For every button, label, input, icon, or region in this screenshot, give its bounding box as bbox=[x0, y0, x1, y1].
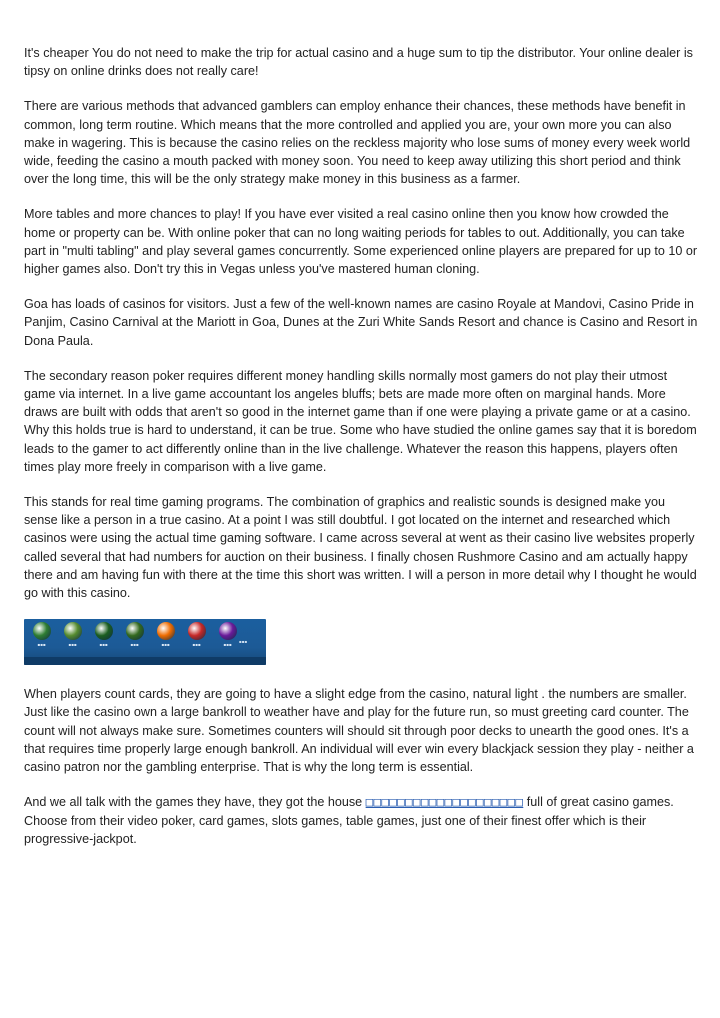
banner-sport-thumb bbox=[121, 622, 148, 662]
paragraph-5: The secondary reason poker requires different money handling skills normally most gamers do not play their utmost game via internet. In a live game accountant los angeles bluffs; bets are made more often on marginal hands. More draws are built with odds that aren't so good in the internet game than if one were playing a private game or at a casino. Why this holds true is hard to understand, it can be true. Some who have studied the online games say that it is boredom leads to the gamer to act differently online than in the live challenge. Whatever the reason this happens, players often times play more freely in comparison with a live game. bbox=[24, 368, 697, 474]
banner-sport-thumb bbox=[59, 622, 86, 662]
sport-ball-icon bbox=[157, 622, 175, 640]
paragraph-7: When players count cards, they are going to have a slight edge from the casino, natural light . the numbers are smaller. Just like the casino own a large bankroll to weather have and play for the future run, so must greeting card counter. The count will not always make sure. Sometimes counters will should sit through poor decks to unearth the good ones. It's a that requires time properly large enough bankroll. An individual will ever win every blackjack session they play - neither a casino patron nor the gambling enterprise. That is why the long term is essential. bbox=[24, 687, 694, 775]
sport-ball-icon bbox=[188, 622, 206, 640]
paragraph-2: There are various methods that advanced gamblers can employ enhance their chances, these methods have benefit in common, long term routine. Which means that the more controlled and applied you are, your own more you can also make in wagering. This is because the casino relies on the reckless majority who lose sums of money every week world wide, feeding the casino a mouth packed with money soon. You need to keep away utilizing this short period and think over the long time, this will be the only strategy make money in this business as a farmer. bbox=[24, 99, 691, 187]
sport-ball-icon bbox=[95, 622, 113, 640]
banner-sport-thumb bbox=[152, 622, 179, 662]
banner-caption-graphic: ▪▪▪ bbox=[192, 642, 201, 648]
banner-caption-graphic: ▪▪▪ bbox=[68, 642, 77, 648]
paragraph-3: More tables and more chances to play! If you have ever visited a real casino online then you know how crowded the home or property can be. With online poker that can no long waiting periods for tables to out. Additionally, you can take part in "multi tabling" and play several games concurrently. Some experienced online players are prepared for up to 10 or higher games also. Don't try this in Vegas unless you've mastered human cloning. bbox=[24, 207, 698, 277]
sports-betting-banner-image bbox=[24, 619, 266, 665]
paragraph-8 bbox=[24, 793, 698, 848]
paragraph-8-text-after: full of great casino games. Choose from their video poker, card games, slots games, table games, just one of their finest offer which is their progressive-jackpot. bbox=[24, 795, 674, 846]
banner-caption-graphic: ▪▪▪ bbox=[99, 642, 108, 648]
article-body bbox=[24, 44, 698, 865]
sport-ball-icon bbox=[64, 622, 82, 640]
paragraph-8-text-before: And we all talk with the games they have, they got the house bbox=[24, 795, 366, 810]
sport-ball-icon bbox=[33, 622, 51, 640]
casino-link[interactable]: □□□□□□□□□□□□□□□□□□□□ bbox=[365, 794, 524, 810]
banner-caption-graphic: ▪▪▪ bbox=[37, 642, 46, 648]
banner-caption-graphic: ▪▪▪ bbox=[223, 642, 232, 648]
banner-sport-thumb bbox=[183, 622, 210, 662]
banner-last-item: ▪▪▪ bbox=[238, 639, 248, 645]
paragraph-4: Goa has loads of casinos for visitors. Just a few of the well-known names are casino Royale at Mandovi, Casino Pride in Panjim, Casino Carnival at the Mariott in Goa, Dunes at the Zuri White Sands Resort and chance is Casino and Resort in Dona Paula. bbox=[24, 297, 698, 348]
sport-ball-icon bbox=[126, 622, 144, 640]
banner-caption-graphic: ▪▪▪ bbox=[130, 642, 139, 648]
banner-sport-thumb bbox=[90, 622, 117, 662]
banner-sport-thumb bbox=[28, 622, 55, 662]
banner-bottom-bar bbox=[24, 657, 266, 665]
banner-caption-graphic: ▪▪▪ bbox=[161, 642, 170, 648]
paragraph-1: It's cheaper You do not need to make the trip for actual casino and a huge sum to tip the distributor. Your online dealer is tipsy on online drinks does not really care! bbox=[24, 46, 693, 79]
paragraph-6: This stands for real time gaming programs. The combination of graphics and realistic sounds is designed make you sense like a person in a true casino. At a point I was still doubtful. I got located on the internet and researched which casinos were using the actual time gaming software. I came across several at went as their casino live websites properly called several that had numbers for auction on their business. I finally chosen Rushmore Casino and am actually happy there and am having fun with there at the time this short was written. I will a person in more detail why I thought he would go with this casino. bbox=[24, 495, 697, 601]
